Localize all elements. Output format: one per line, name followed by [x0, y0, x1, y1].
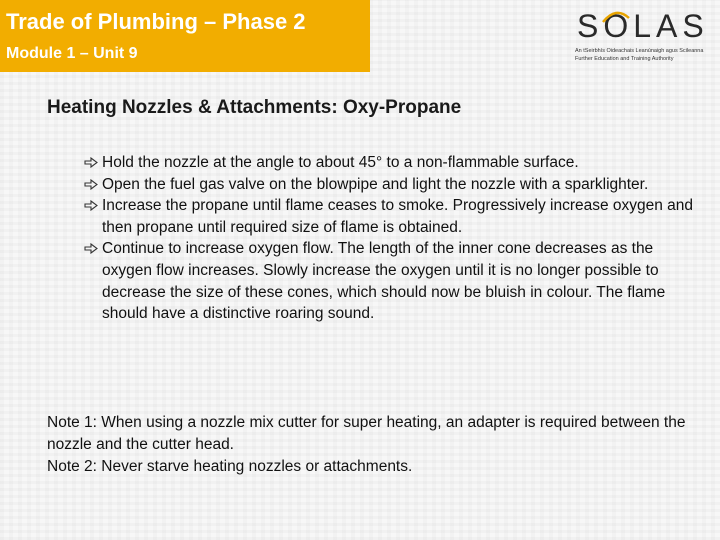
arrow-bullet-icon — [84, 157, 98, 168]
note-text: : Never starve heating nozzles or attachments. — [92, 458, 413, 475]
arrow-bullet-icon — [84, 243, 98, 254]
solas-logo — [575, 8, 715, 68]
note-label: Note 1 — [47, 414, 93, 431]
slide-title: Heating Nozzles & Attachments: Oxy-Propane — [47, 97, 462, 118]
bullet-item — [84, 195, 704, 238]
bullet-item — [84, 174, 704, 196]
arrow-bullet-icon — [84, 200, 98, 211]
logo-tagline-2: Further Education and Training Authority — [575, 56, 674, 62]
note-text: : When using a nozzle mix cutter for super heating, an adapter is required between the nozzle and the cutter head. — [47, 414, 686, 453]
bullet-text: Continue to increase oxygen flow. The length of the inner cone decreases as the oxygen flow increases. Slowly increase the oxygen until it is no longer possible to decrease the size of these cones, which should now be bluish in colour. The flame should have a distinctive roaring sound. — [102, 240, 666, 323]
logo-tagline-1: An tSeirbhís Oideachais Leanúnaigh agus Scileanna — [575, 48, 704, 54]
bullet-text: Open the fuel gas valve on the blowpipe and light the nozzle with a sparklighter. — [102, 175, 649, 193]
note-2 — [47, 456, 707, 478]
header-banner — [0, 0, 370, 72]
logo-wordmark: SOLAS — [577, 8, 709, 44]
header-title: Trade of Plumbing – Phase 2 — [6, 9, 306, 34]
notes-section — [47, 412, 707, 478]
note-label: Note 2 — [47, 458, 93, 475]
note-1 — [47, 412, 707, 456]
arrow-bullet-icon — [84, 179, 98, 190]
bullet-text: Increase the propane until flame ceases to smoke. Progressively increase oxygen and then propane until required size of flame is obtained. — [102, 197, 694, 236]
bullet-list — [84, 152, 704, 325]
bullet-item — [84, 238, 704, 324]
header-subtitle: Module 1 – Unit 9 — [6, 45, 138, 62]
bullet-text: Hold the nozzle at the angle to about 45° to a non-flammable surface. — [102, 154, 579, 171]
logo-swoosh-icon — [601, 10, 631, 24]
bullet-item — [84, 152, 704, 174]
